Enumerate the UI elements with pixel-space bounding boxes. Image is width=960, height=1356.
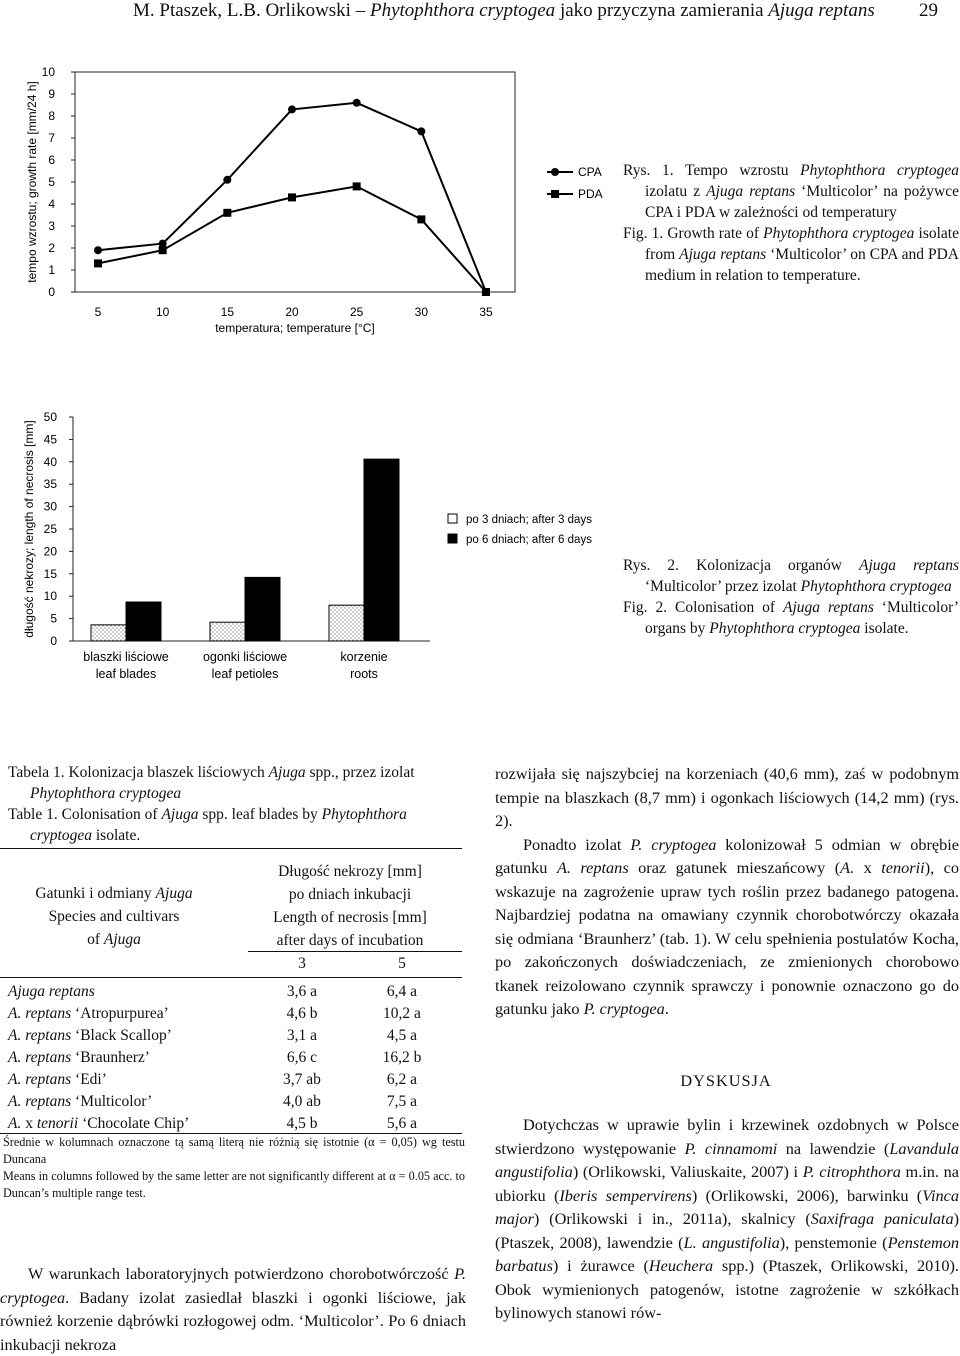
category-label-en: leaf petioles bbox=[211, 667, 279, 681]
category-label-pl: korzenie bbox=[340, 650, 388, 664]
y-tick-label: 50 bbox=[43, 410, 57, 424]
table-top-rule bbox=[0, 848, 462, 849]
data-point-pda bbox=[159, 246, 167, 254]
day5-value: 16,2 b bbox=[382, 1049, 422, 1066]
running-header bbox=[0, 0, 960, 30]
species-cell: A. reptans ‘Black Scallop’ bbox=[8, 1027, 172, 1044]
table-footnote-en: Means in columns followed by the same letter are not significantly different at α = 0.05 acc. to Duncan’s multiple range test. bbox=[3, 1169, 465, 1200]
necrosis-table bbox=[0, 848, 470, 1138]
y-tick-label: 25 bbox=[43, 522, 57, 536]
y-tick-label: 8 bbox=[48, 109, 55, 123]
growth-rate-line-chart bbox=[0, 48, 620, 348]
day5-value: 6,2 a bbox=[386, 1071, 418, 1088]
day3-value: 3,7 ab bbox=[283, 1071, 321, 1088]
bar-day6 bbox=[126, 602, 161, 641]
section-heading: DYSKUSJA bbox=[680, 1071, 772, 1090]
day5-value: 6,4 a bbox=[386, 983, 418, 1000]
legend-swatch bbox=[448, 514, 457, 523]
data-point-pda bbox=[288, 193, 296, 201]
day5-value: 10,2 a bbox=[383, 1005, 421, 1022]
bar-day3 bbox=[329, 605, 364, 641]
day5-value: 7,5 a bbox=[386, 1093, 418, 1110]
y-tick-label: 10 bbox=[41, 65, 55, 79]
bar-day6 bbox=[245, 577, 280, 641]
y-tick-label: 30 bbox=[43, 499, 57, 514]
fig1-caption bbox=[623, 160, 959, 286]
paragraph-2: Ponadto izolat P. cryptogea kolonizował 5 odmian w obrębie gatunku A. reptans oraz gatunek mieszańcowy (A. x tenorii), co wskazuje na zagrożenie upraw tych roślin przez badanego patogena. Najbardziej podatna na omawiany czynnik chorobotwórczy okazała się odmiana ‘Braunherz’ (tab. 1). W celu spełnienia postulatów Kocha, po zakończonych doświadczeniach, ze zmienionych chorobowo tkanek reizolowano czynnik sprawczy i ponownie oznaczono go do gatunku jako P. cryptogea. bbox=[495, 834, 960, 1018]
bar-day3 bbox=[210, 622, 245, 641]
fig2-caption bbox=[623, 555, 959, 639]
x-tick-label: 20 bbox=[285, 305, 299, 319]
data-point-cpa bbox=[223, 176, 231, 184]
fig2-caption-en: Fig. 2. Colonisation of Ajuga reptans ‘Multicolor’ organs by Phytophthora cryptogea isolate. bbox=[623, 599, 959, 637]
x-tick-label: 25 bbox=[349, 305, 364, 319]
header-title: M. Ptaszek, L.B. Orlikowski – Phytophthora cryptogea jako przyczyna zamierania Ajuga reptans bbox=[133, 0, 875, 21]
x-tick-label: 5 bbox=[94, 305, 102, 319]
species-cell: A. reptans ‘Edi’ bbox=[8, 1071, 107, 1088]
day5-value: 4,5 a bbox=[386, 1027, 418, 1044]
y-tick-label: 2 bbox=[48, 241, 55, 255]
x-tick-label: 10 bbox=[155, 305, 170, 319]
data-point-cpa bbox=[353, 99, 361, 107]
bar-day6 bbox=[364, 459, 399, 641]
table-head-length: Długość nekrozy [mm] po dniach inkubacji Length of necrosis [mm] after days of incubation bbox=[273, 863, 427, 949]
x-tick-label: 35 bbox=[479, 305, 493, 319]
day3-value: 4,0 ab bbox=[283, 1093, 321, 1110]
y-tick-label: 6 bbox=[48, 153, 55, 167]
table-row bbox=[0, 983, 470, 1005]
y-tick-label: 4 bbox=[48, 197, 55, 211]
y-tick-label: 5 bbox=[48, 175, 55, 189]
legend-marker-cpa bbox=[551, 168, 559, 176]
y-tick-label: 45 bbox=[43, 432, 57, 447]
species-cell: A. reptans ‘Braunherz’ bbox=[8, 1049, 150, 1066]
y-axis-label: tempo wzrostu; growth rate [mm/24 h] bbox=[25, 81, 39, 283]
fig1-caption-pl: Rys. 1. Tempo wzrostu Phytophthora cryptogea izolatu z Ajuga reptans ‘Multicolor’ na pożywce CPA i PDA w zależności od temperatury bbox=[623, 162, 960, 221]
y-tick-label: 15 bbox=[43, 566, 57, 581]
y-tick-label: 20 bbox=[43, 544, 57, 559]
legend-label: po 3 dniach; after 3 days bbox=[466, 514, 592, 526]
data-point-pda bbox=[223, 209, 231, 217]
species-cell: Ajuga reptans bbox=[8, 983, 95, 1000]
x-axis-label: temperatura; temperature [°C] bbox=[215, 321, 375, 335]
table-footnote bbox=[3, 1134, 465, 1202]
data-point-pda bbox=[482, 288, 490, 296]
body-text-left: W warunkach laboratoryjnych potwierdzono chorobotwórczość P. cryptogea. Badany izolat zasiedlał blaszki i ogonki liściowe, jak również korzenie dąbrówki rozłogowej odm. ‘Multicolor’. Po 6 dniach inkubacji nekroza bbox=[0, 1264, 466, 1354]
species-cell: A. reptans ‘Atropurpurea’ bbox=[8, 1005, 169, 1022]
table-sub-rule bbox=[248, 951, 462, 952]
table-row bbox=[0, 1071, 470, 1093]
day3-value: 4,6 b bbox=[286, 1005, 318, 1022]
table-footnote-pl: Średnie w kolumnach oznaczone tą samą literą nie różnią się istotnie (α = 0,05) wg testu Duncana bbox=[3, 1135, 465, 1166]
plot-area-frame bbox=[75, 72, 515, 292]
paragraph-1: rozwijała się najszybciej na korzeniach (40,6 mm), zaś w podobnym tempie na blaszkach (8,7 mm) i ogonkach liściowych (14,2 mm) (rys. 2). bbox=[495, 764, 959, 830]
category-label-pl: ogonki liściowe bbox=[202, 650, 288, 664]
paragraph-3: Dotychczas w uprawie bylin i krzewinek ozdobnych w Polsce stwierdzono występowanie P. cinnamomi na lawendzie (Lavandula angustifolia) (Orlikowski, Valiuskaite, 2007) i P. citrophthora m.in. na ubiorku (Iberis sempervirens) (Orlikowski, 2006), barwinku (Vinca major) (Orlikowski i in., 2011a), skalnicy (Saxifraga paniculata) (Ptaszek, 2008), lawendzie (L. angustifolia), penstemonie (Penstemon barbatus) i żurawce (Heuchera spp.) (Ptaszek, Orlikowski, 2010). Obok wymienionych patogenów, istotne zagrożenie w szkółkach bylinowych stanowi rów- bbox=[495, 1115, 960, 1322]
category-label-pl: blaszki liściowe bbox=[83, 650, 169, 664]
legend-marker-pda bbox=[551, 190, 559, 198]
y-tick-label: 9 bbox=[48, 87, 55, 101]
day5-value: 5,6 a bbox=[386, 1115, 418, 1132]
table-row bbox=[0, 1027, 470, 1049]
table-head-rule bbox=[0, 977, 462, 978]
y-tick-label: 35 bbox=[43, 477, 57, 492]
data-point-pda bbox=[353, 182, 361, 190]
fig1-caption-en: Fig. 1. Growth rate of Phytophthora cryptogea isolate from Ajuga reptans ‘Multicolor’ on CPA and PDA medium in relation to temperature. bbox=[623, 225, 960, 284]
legend-label: po 6 dniach; after 6 days bbox=[466, 534, 592, 546]
table-title-pl: Tabela 1. Kolonizacja blaszek liściowych Ajuga spp., przez izolat Phytophthora cryptogea bbox=[8, 764, 415, 802]
category-label-en: roots bbox=[350, 667, 378, 681]
y-tick-label: 10 bbox=[43, 589, 57, 604]
legend-label-pda: PDA bbox=[578, 187, 603, 201]
table-title bbox=[8, 762, 468, 846]
x-tick-label: 30 bbox=[414, 305, 429, 319]
page-number: 29 bbox=[919, 0, 938, 21]
data-point-cpa bbox=[417, 127, 425, 135]
y-axis-label: długość nekrozy; length of necrosis [mm] bbox=[22, 420, 36, 638]
table-head-days: 3 5 bbox=[298, 955, 406, 972]
legend-swatch bbox=[448, 534, 457, 543]
y-tick-label: 0 bbox=[50, 634, 57, 648]
y-tick-label: 3 bbox=[48, 219, 55, 233]
x-tick-label: 15 bbox=[220, 305, 235, 319]
species-cell: A. x tenorii ‘Chocolate Chip’ bbox=[8, 1115, 190, 1132]
series-line-pda bbox=[98, 186, 486, 292]
data-point-cpa bbox=[288, 105, 296, 113]
y-tick-label: 40 bbox=[43, 454, 57, 469]
y-tick-label: 0 bbox=[48, 285, 55, 299]
table-row bbox=[0, 1093, 470, 1115]
species-cell: A. reptans ‘Multicolor’ bbox=[8, 1093, 153, 1110]
bar-day3 bbox=[91, 625, 126, 641]
legend-label-cpa: CPA bbox=[578, 165, 602, 179]
body-text-right-2 bbox=[495, 1113, 959, 1325]
y-tick-label: 1 bbox=[48, 263, 55, 277]
day3-value: 6,6 c bbox=[286, 1049, 318, 1066]
body-text-right bbox=[495, 762, 959, 1021]
table-row bbox=[0, 1049, 470, 1071]
table-row bbox=[0, 1005, 470, 1027]
y-tick-label: 7 bbox=[48, 131, 55, 145]
fig2-caption-pl: Rys. 2. Kolonizacja organów Ajuga reptans ‘Multicolor’ przez izolat Phytophthora cryptogea bbox=[623, 557, 959, 595]
data-point-cpa bbox=[94, 246, 102, 254]
category-label-en: leaf blades bbox=[95, 667, 157, 681]
day3-value: 3,1 a bbox=[286, 1027, 318, 1044]
data-point-pda bbox=[417, 215, 425, 223]
table-title-en: Table 1. Colonisation of Ajuga spp. leaf blades by Phytophthora cryptogea isolate. bbox=[8, 806, 407, 844]
day3-value: 3,6 a bbox=[286, 983, 318, 1000]
data-point-pda bbox=[94, 259, 102, 267]
table-head-species: Gatunki i odmiany Ajuga Species and cultivars of Ajuga bbox=[35, 885, 193, 948]
necrosis-bar-chart bbox=[0, 395, 620, 695]
day3-value: 4,5 b bbox=[286, 1115, 318, 1132]
y-tick-label: 5 bbox=[50, 611, 57, 626]
